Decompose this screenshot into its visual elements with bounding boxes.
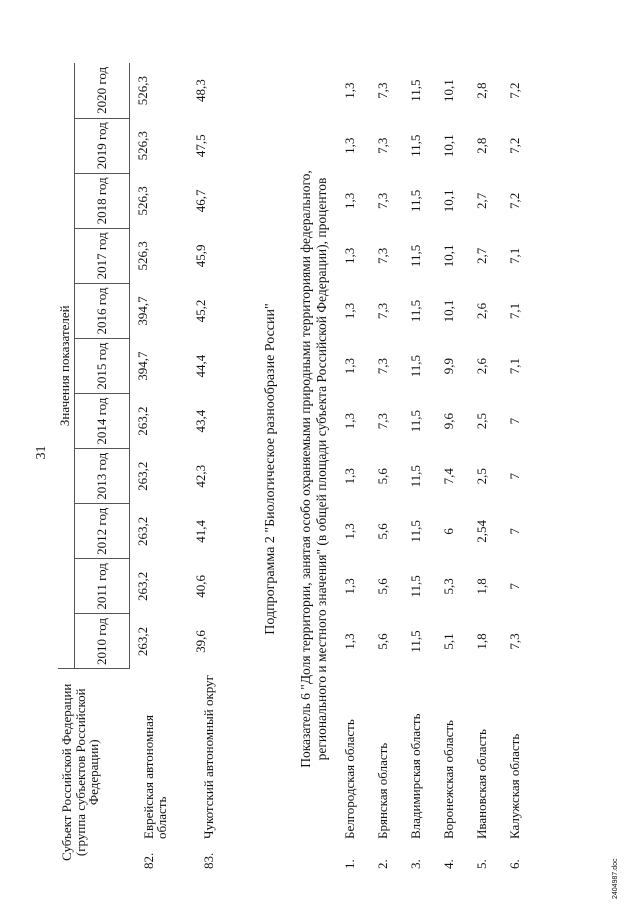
value-cell: 45,9 [192,244,208,268]
value-cell: 7,3 [506,633,522,650]
value-cell: 5,1 [440,633,456,650]
year-header-cell: 2016 год [75,283,130,338]
value-cell: 7,1 [506,357,522,375]
value-cell: 2,8 [473,82,489,99]
value-cell: 7,4 [440,468,456,485]
row-number: 82. [140,852,156,869]
region-name: Калужская область [506,733,522,839]
value-cell: 7 [506,417,522,425]
value-cell: 1,3 [341,523,357,540]
indicator-table-top [58,63,246,875]
table-row [432,63,465,875]
row-number: 4. [440,859,456,869]
region-cell [186,669,246,875]
value-cell: 5,6 [374,578,390,595]
value-cell: 1,8 [473,578,489,595]
value-cell: 7,2 [506,192,522,209]
year-header-cell: 2012 год [75,504,130,559]
value-cell: 5,6 [374,468,390,485]
region-name: Белгородская область [341,719,357,839]
value-cell: 11,5 [407,575,423,598]
value-cell: 5,3 [440,578,456,595]
region-name: Чукотский автономный округ [200,675,216,839]
value-cell: 526,3 [135,186,150,216]
value-cell: 1,3 [341,468,357,485]
value-cell: 46,7 [192,189,208,213]
year-header-cell: 2018 год [75,173,130,228]
region-cell [399,669,432,875]
value-cell: 2,7 [473,192,489,209]
value-cell: 10,1 [440,134,456,158]
value-cell: 11,5 [407,410,423,433]
region-name: Еврейская автономная область [140,715,170,839]
indicator-title [298,63,330,875]
value-cell: 42,3 [192,464,208,488]
value-cell: 1,3 [341,192,357,209]
table-row [333,63,366,875]
row-number: 3. [407,859,423,869]
value-cell: 45,2 [192,299,208,323]
region-name: Брянская область [374,742,390,839]
value-cell: 2,54 [473,519,489,543]
value-cell: 11,5 [407,465,423,488]
value-cell: 6 [440,528,456,535]
value-cell: 1,3 [341,578,357,595]
region-cell [432,669,465,875]
value-cell: 10,1 [440,244,456,268]
region-cell [465,669,498,875]
indicator-title-line2: регионального и местного значения" (в общей площади субъекта Российской Федерации), процентов [314,177,330,761]
value-cell: 7,3 [374,302,390,320]
value-cell: 1,3 [341,82,357,99]
region-cell [130,669,186,875]
value-cell: 1,3 [341,357,357,375]
year-header-cell: 2013 год [75,449,130,504]
row-number: 6. [506,859,522,869]
value-cell: 2,5 [473,413,489,430]
value-cell: 526,3 [135,75,150,106]
table-row [130,63,186,875]
indicator-table-bottom [333,63,531,875]
region-cell [498,669,531,875]
row-number: 1. [341,859,357,869]
value-cell: 11,5 [407,244,423,268]
year-header-cell: 2017 год [75,228,130,283]
value-cell: 7,3 [374,82,390,99]
value-cell: 43,4 [192,409,208,433]
value-cell: 2,7 [473,247,489,265]
year-header-cell: 2020 год [75,63,130,118]
indicator-title-line1: Показатель 6 "Доля территории, занятая особо охраняемыми природными территориями федерального, [298,170,313,768]
value-cell: 263,2 [135,406,150,436]
value-cell: 526,3 [135,131,150,161]
value-cell: 41,4 [192,519,208,543]
region-cell [333,669,366,875]
value-cell: 10,1 [440,189,456,213]
value-cell: 1,3 [341,413,357,430]
value-cell: 526,3 [135,241,150,271]
value-cell: 1,3 [341,302,357,320]
value-cell: 7,3 [374,247,390,265]
value-cell: 11,5 [407,354,423,378]
value-cell: 5,6 [374,633,390,650]
region-cell [366,669,399,875]
value-cell: 11,5 [407,630,423,653]
row-number: 83. [200,852,216,869]
row-number: 2. [374,859,390,869]
value-cell: 2,6 [473,357,489,375]
value-cell: 7,3 [374,357,390,375]
subprogram-title: Подпрограмма 2 "Биологическое разнообразие России" [263,303,278,635]
value-cell: 1,3 [341,633,357,650]
value-cell: 7,3 [374,192,390,209]
value-cell: 48,3 [192,79,208,102]
value-cell: 10,1 [440,299,456,323]
year-header-cell: 2015 год [75,339,130,394]
document-id: 2404987.doc [612,858,619,899]
value-cell: 263,2 [135,626,150,657]
value-cell: 263,2 [135,461,150,491]
value-cell: 2,8 [473,137,489,154]
region-name: Ивановская область [473,729,489,839]
value-cell: 10,1 [440,79,456,102]
value-cell: 5,6 [374,523,390,540]
table-row [186,63,246,875]
value-cell: 7,2 [506,82,522,99]
year-header-cell: 2019 год [75,118,130,173]
value-cell: 7,3 [374,413,390,430]
value-cell: 7,1 [506,247,522,265]
year-header-cell: 2014 год [75,394,130,449]
value-cell: 263,2 [135,571,150,602]
value-cell: 263,2 [135,516,150,546]
value-cell: 1,3 [341,247,357,265]
value-cell: 11,5 [407,520,423,543]
value-cell: 11,5 [407,79,423,102]
value-cell: 7 [506,528,522,535]
region-name: Владимирская область [407,713,423,839]
year-header-cell: 2011 год [75,559,130,614]
table-row [498,63,531,875]
top-table-body [130,63,246,875]
table-row [465,63,498,875]
value-cell: 1,3 [341,137,357,154]
value-cell: 11,5 [407,189,423,212]
value-cell: 7 [506,472,522,480]
value-cell: 39,6 [192,630,208,653]
row-number: 5. [473,859,489,869]
values-group-header: Значения показателей [58,63,75,669]
value-cell: 7,1 [506,302,522,320]
table-row [399,63,432,875]
value-cell: 11,5 [407,299,423,323]
value-cell: 9,6 [440,413,456,430]
table-row [366,63,399,875]
subject-column-header: Субъект Российской Федерации (группа субъектов Российской Федерации) [58,669,130,875]
bottom-table-body [333,63,531,875]
value-cell: 7,3 [374,137,390,154]
region-name: Воронежская область [440,720,456,839]
value-cell: 7,2 [506,137,522,154]
value-cell: 44,4 [192,354,208,378]
value-cell: 47,5 [192,134,208,158]
value-cell: 7 [506,583,522,590]
value-cell: 394,7 [135,351,150,381]
value-cell: 2,6 [473,302,489,320]
value-cell: 11,5 [407,134,423,157]
value-cell: 394,7 [135,296,150,326]
value-cell: 9,9 [440,357,456,375]
value-cell: 40,6 [192,575,208,598]
year-header-cell: 2010 год [75,614,130,669]
value-cell: 1,8 [473,633,489,650]
page-number: 31 [34,445,49,460]
table-header-row [58,63,75,875]
value-cell: 2,5 [473,468,489,485]
